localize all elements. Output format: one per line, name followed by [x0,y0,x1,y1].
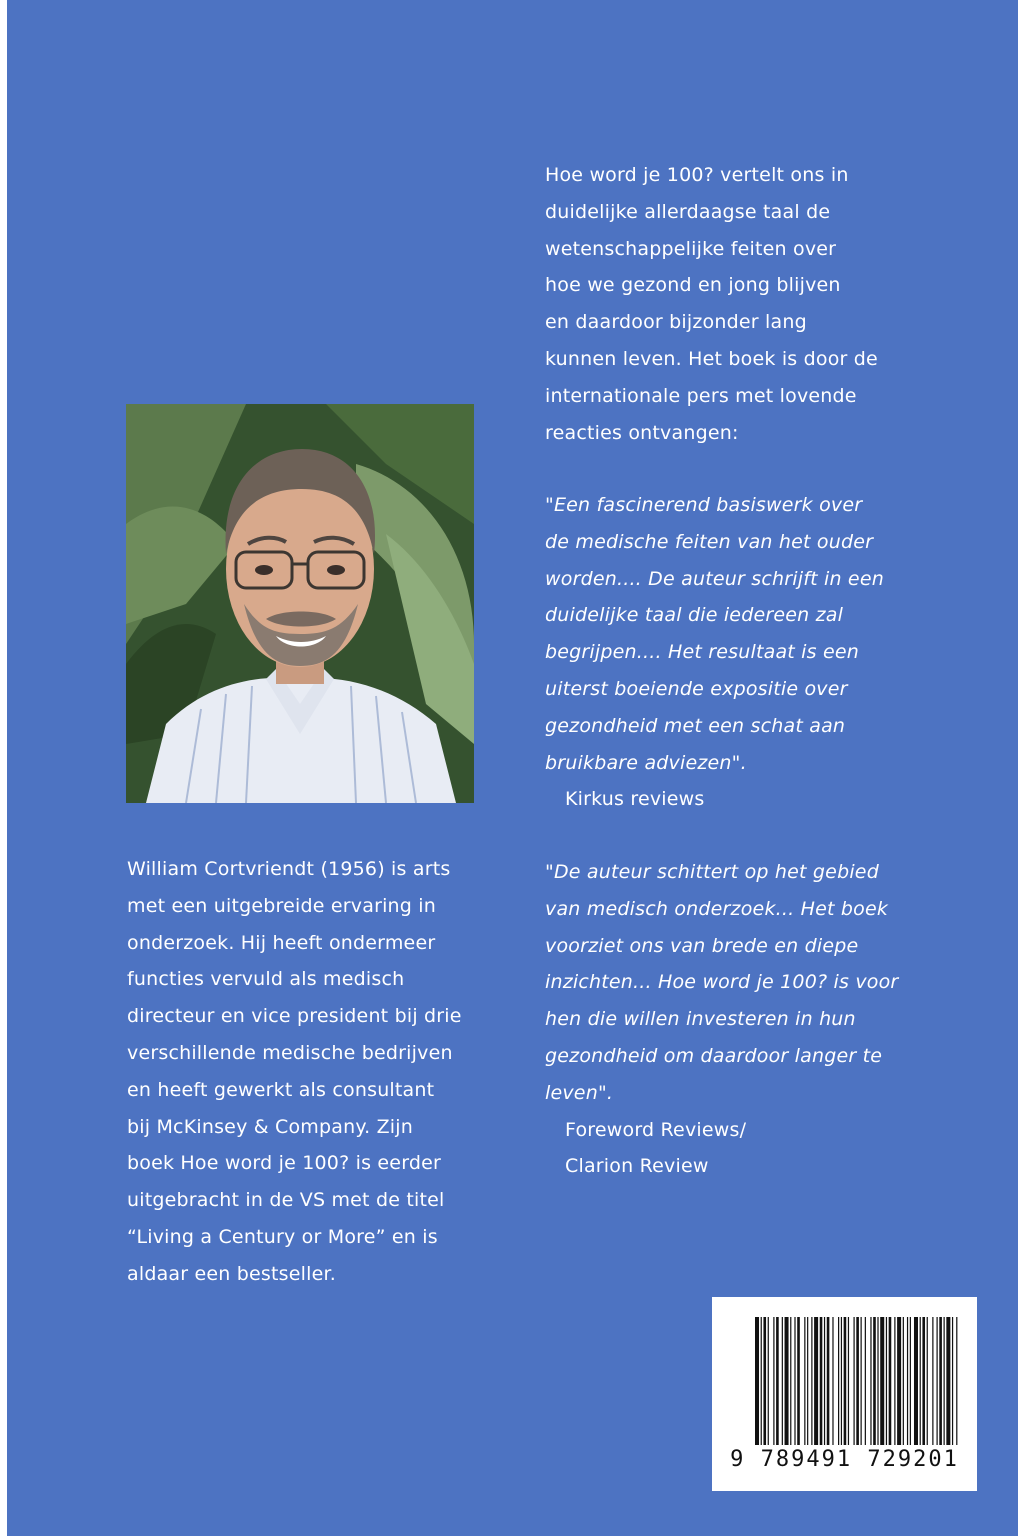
barcode-bar [894,1317,895,1445]
barcode-bar [773,1317,774,1445]
barcode-bar [820,1317,823,1445]
barcode-bar [841,1317,842,1445]
isbn-barcode [712,1297,977,1491]
review-quote-foreword [545,854,898,1185]
barcode-bar [939,1317,942,1445]
quote-line: begrijpen.... Het resultaat is een [545,641,860,664]
barcode-bar [914,1317,918,1445]
barcode-bar [889,1317,892,1445]
barcode-bar [832,1317,833,1445]
quote-line: "Een fascinerend basiswerk over [545,494,863,516]
barcode-bar [944,1317,945,1445]
barcode-bar [897,1317,901,1445]
barcode-bar [811,1317,812,1445]
quote-line: de medische feiten van het ouder [545,530,874,553]
bio-line: functies vervuld als medisch [127,968,405,991]
barcode-bar [936,1317,937,1445]
barcode-bar [865,1317,866,1445]
quote-line: van medisch onderzoek... Het boek [545,897,889,920]
book-back-cover [7,0,1018,1536]
quote-line: bruikbare adviezen". [545,751,747,774]
barcode-bar [844,1317,847,1445]
intro-text [545,157,878,451]
bio-line: onderzoek. Hij heeft ondermeer [127,931,436,954]
review-quote-kirkus [545,487,884,818]
quote-line: hen die willen investeren in hun [545,1008,856,1031]
quote-line: duidelijke taal die iedereen zal [545,604,844,627]
barcode-bar [853,1317,854,1445]
barcode-bar [861,1317,862,1445]
isbn-number: 9 789491 729201 [730,1447,959,1472]
barcode-bar [932,1317,933,1445]
barcode-bar [797,1317,800,1445]
barcode-bar [838,1317,839,1445]
bio-line: boek Hoe word je 100? is eerder [127,1152,442,1175]
barcode-bar [763,1317,766,1445]
page-left-edge [0,0,7,1536]
quote-line: voorziet ons van brede en diepe [545,934,859,957]
quote-line: worden.... De auteur schrijft in een [545,567,884,590]
author-photo [126,404,474,803]
barcode-bar [856,1317,859,1445]
quote-line: leven". [545,1081,614,1104]
barcode-bar [848,1317,849,1445]
quote-line: gezondheid met een schat aan [545,714,846,737]
barcode-bar [870,1317,871,1445]
barcode-bar [755,1317,759,1445]
barcode-bar [824,1317,825,1445]
intro-line: en daardoor bijzonder lang [545,311,807,334]
bio-line: William Cortvriendt (1956) is arts [127,858,451,880]
quote-source: Foreword Reviews/ [565,1118,747,1141]
intro-line: wetenschappelijke feiten over [545,237,837,260]
barcode-bar [952,1317,953,1445]
bio-line: directeur en vice president bij drie [127,1005,462,1028]
intro-line: internationale pers met lovende [545,384,857,407]
quote-line: "De auteur schittert op het gebied [545,861,879,883]
barcode-bar [804,1317,805,1445]
barcode-bar [761,1317,762,1445]
intro-line: hoe we gezond en jong blijven [545,274,841,297]
barcode-bar [946,1317,950,1445]
bio-line: verschillende medische bedrijven [127,1041,453,1064]
barcode-bar [873,1317,876,1445]
quote-source: Kirkus reviews [565,788,705,811]
barcode-bar [877,1317,878,1445]
barcode-bar [807,1317,808,1445]
barcode-bar [927,1317,928,1445]
bio-line: met een uitgebreide ervaring in [127,894,437,917]
page-right-edge [1018,0,1024,1536]
barcode-bar [956,1317,957,1445]
bio-line: “Living a Century or More” en is [127,1225,438,1248]
barcode-bar [782,1317,783,1445]
barcode-bar [920,1317,921,1445]
author-bio [127,851,462,1293]
barcode-bar [922,1317,925,1445]
bio-line: bij McKinsey & Company. Zijn [127,1115,413,1138]
barcode-bar [910,1317,911,1445]
barcode-bar [768,1317,769,1445]
barcode-bar [790,1317,791,1445]
intro-line: reacties ontvangen: [545,421,739,444]
author-photo-illustration [126,404,474,803]
bio-line: uitgebracht in de VS met de titel [127,1189,445,1212]
intro-line: duidelijke allerdaagse taal de [545,200,831,223]
bio-line: en heeft gewerkt als consultant [127,1078,435,1101]
barcode-bar [814,1317,818,1445]
barcode-bar [776,1317,779,1445]
barcode-bar [886,1317,887,1445]
quote-source: Clarion Review [565,1155,709,1178]
quote-line: inzichten... Hoe word je 100? is voor [545,971,899,994]
quote-line: gezondheid om daardoor langer te [545,1044,883,1067]
intro-line: Hoe word je 100? vertelt ons in [545,164,849,186]
barcode-bar [907,1317,908,1445]
bio-line: aldaar een bestseller. [127,1262,337,1285]
barcode-bar [827,1317,830,1445]
barcode-bar [903,1317,904,1445]
quote-line: uiterst boeiende expositie over [545,677,848,700]
barcode-bar [880,1317,884,1445]
barcode-bar [785,1317,789,1445]
barcode-bar [794,1317,795,1445]
intro-line: kunnen leven. Het boek is door de [545,347,878,370]
